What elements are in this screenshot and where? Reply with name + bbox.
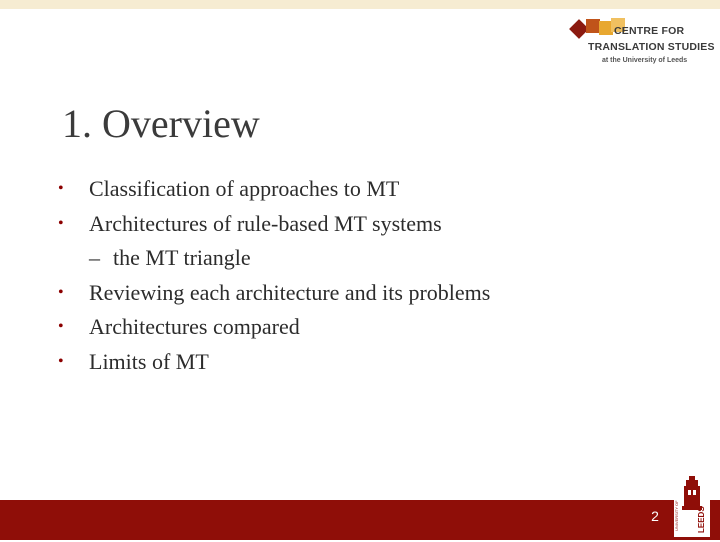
page-number: 2 bbox=[651, 508, 659, 524]
bullet-item bbox=[58, 172, 698, 207]
bullet-dot-icon: • bbox=[58, 214, 64, 232]
bullet-item bbox=[58, 345, 698, 380]
svg-text:UNIVERSITY OF: UNIVERSITY OF bbox=[674, 500, 679, 531]
bullet-dot-icon: • bbox=[58, 283, 64, 301]
logo-line-2: TRANSLATION STUDIES bbox=[588, 41, 715, 53]
logo-line-1: CENTRE FOR bbox=[614, 25, 685, 37]
bullet-item bbox=[58, 310, 698, 345]
svg-text:LEEDS: LEEDS bbox=[697, 506, 706, 533]
university-logo bbox=[674, 473, 710, 537]
bullet-item bbox=[58, 207, 698, 242]
top-band bbox=[0, 0, 720, 9]
bullet-dot-icon: • bbox=[58, 352, 64, 370]
centre-logo bbox=[566, 16, 716, 72]
sub-bullet-item bbox=[58, 241, 698, 276]
bullet-list bbox=[58, 172, 698, 379]
logo-line-3: at the University of Leeds bbox=[602, 57, 688, 64]
slide-title: 1. Overview bbox=[62, 101, 260, 146]
bullet-dot-icon: • bbox=[58, 318, 64, 335]
bullet-text: Reviewing each architecture and its problems bbox=[89, 279, 491, 305]
bullet-text: Limits of MT bbox=[89, 348, 209, 374]
bullet-dot-icon: • bbox=[58, 180, 64, 197]
bullet-text: Architectures of rule-based MT systems bbox=[89, 210, 442, 236]
sub-bullet-text: the MT triangle bbox=[113, 245, 251, 270]
bullet-text: Classification of approaches to MT bbox=[89, 176, 400, 201]
dash-icon: – bbox=[89, 245, 100, 270]
leeds-tower-icon bbox=[674, 473, 710, 537]
bullet-text: Architectures compared bbox=[89, 314, 300, 339]
bullet-item bbox=[58, 276, 698, 311]
footer-bar bbox=[0, 500, 720, 540]
